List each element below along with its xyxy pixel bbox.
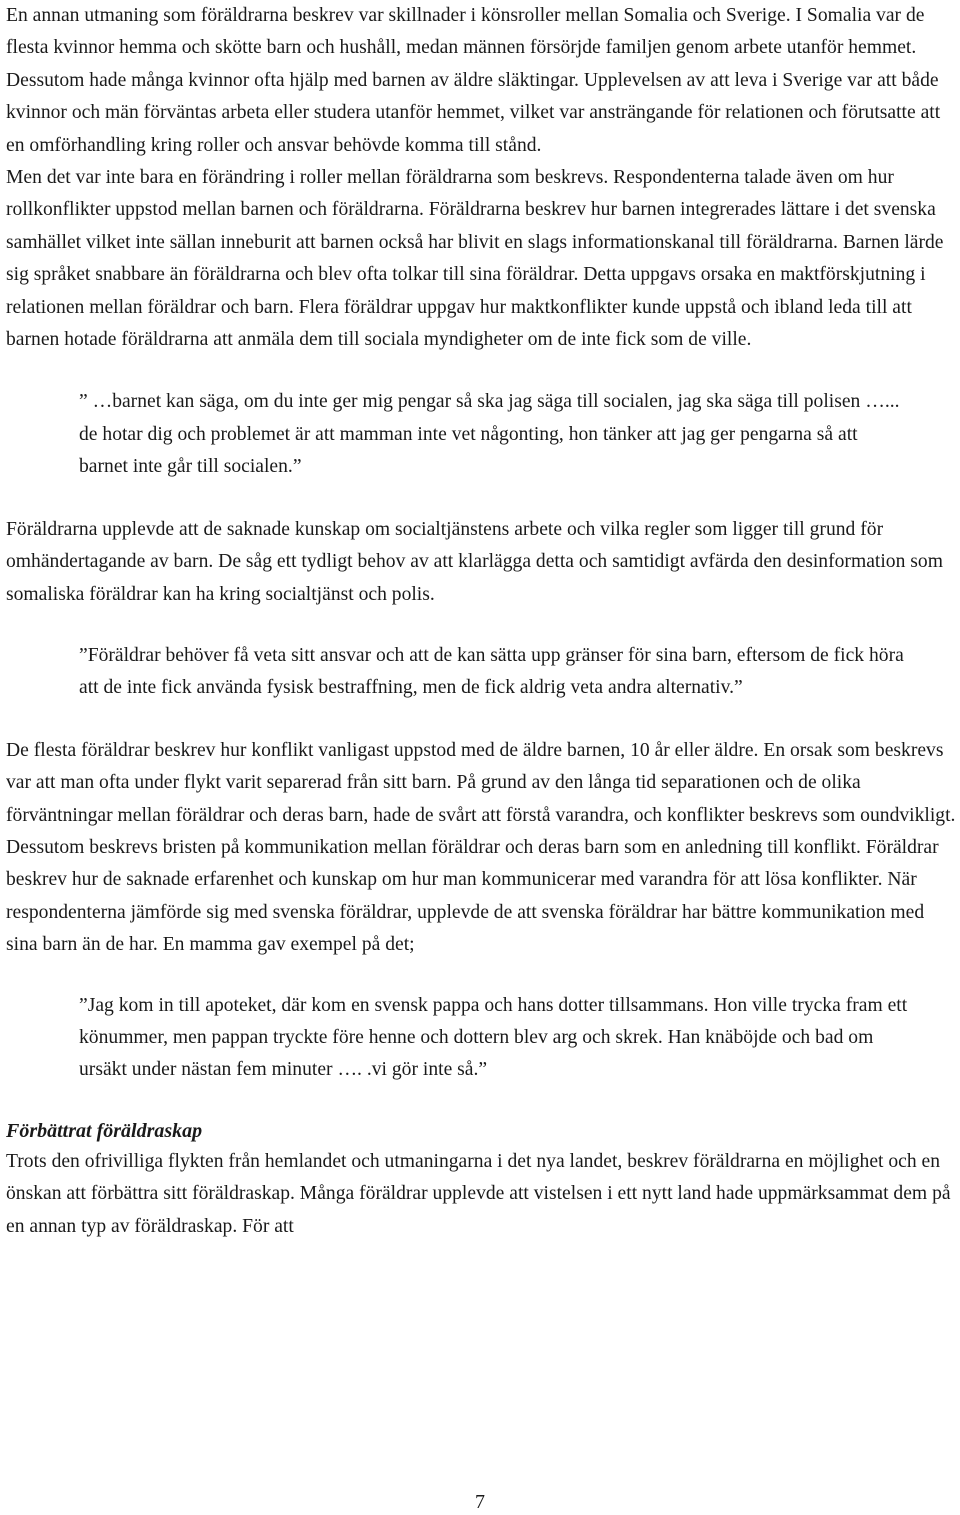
quote-child-threat: ” …barnet kan säga, om du inte ger mig pengar så ska jag säga till socialen, jag ska säga till polisen …... de hotar dig och problemet är att mamman inte vet någonting, hon tänker att jag ger pengarna så att barnet inte går till socialen.” [79, 391, 900, 478]
paragraph-improved-parenting: Trots den ofrivilliga flykten från hemlandet och utmaningarna i det nya landet, beskrev föräldrarna en möjlighet och en önskan att förbättra sitt föräldraskap. Många föräldrar upplevde att vistelsen i ett nytt land hade uppmärksammat dem på en annan typ av föräldraskap. För att [6, 1150, 951, 1237]
quote-parental-responsibility: ”Föräldrar behöver få veta sitt ansvar och att de kan sätta upp gränser för sina barn, eftersom de fick höra att de inte fick använda fysisk bestraffning, men de fick aldrig veta andra alternativ.” [79, 644, 904, 699]
section-heading: Förbättrat föräldraskap [6, 1119, 203, 1142]
paragraph-gender-roles: En annan utmaning som föräldrarna beskrev var skillnader i könsroller mellan Somalia och Sverige. I Somalia var de flesta kvinnor hemma och skötte barn och hushåll, medan männen försörjde familjen genom arbete utanför hemmet. Dessutom hade många kvinnor ofta hjälp med barnen av äldre släktingar. Upplevelsen av att leva i Sverige var att både kvinnor och män förväntas arbeta eller studera utanför hemmet, vilket var ansträngande för relationen och förutsatte att en omförhandling kring roller och ansvar behövde komma till stånd. [6, 5, 941, 156]
paragraph-role-conflicts: Men det var inte bara en förändring i roller mellan föräldrarna som beskrevs. Respondenterna talade även om hur rollkonflikter uppstod mellan barnen och föräldrarna. Föräldrarna beskrev hur barnen integrerades lättare i det svenska samhället vilket inte sällan inneburit att barnen också har blivit en slags informationskanal till föräldrarna. Barnen lärde sig språket snabbare än föräldrarna och blev ofta tolkar till sina föräldrar. Detta uppgavs orsaka en maktförskjutning i relationen mellan föräldrar och barn. Flera föräldrar uppgav hur maktkonflikter kunde uppstå och ibland leda till att barnen hotade föräldrarna att anmäla dem till sociala myndigheter om de inte fick som de ville. [6, 167, 944, 351]
page-number: 7 [475, 1491, 485, 1513]
quote-pharmacy-example: ”Jag kom in till apoteket, där kom en svensk pappa och hans dotter tillsammans. Hon ville trycka fram ett könummer, men pappan tryckte före henne och dottern blev arg och skrek. Han knäböjde och bad om ursäkt under nästan fem minuter …. .vi gör inte så.” [79, 994, 908, 1081]
document-page [6, 0, 958, 1243]
paragraph-conflict-older-children: De flesta föräldrar beskrev hur konflikt vanligast uppstod med de äldre barnen, 10 år eller äldre. En orsak som beskrevs var att man ofta under flykt varit separerad från sitt barn. På grund av den långa tid separationen och de olika förväntningar mellan föräldrar och deras barn, hade de svårt att förstå varandra, och konflikter beskrevs som oundvikligt. Dessutom beskrevs bristen på kommunikation mellan föräldrar och deras barn som en anledning till konflikt. Föräldrar beskrev hur de saknade erfarenhet och kunskap om hur man kommunicerar med varandra för att lösa konflikter. När respondenterna jämförde sig med svenska föräldrar, upplevde de att svenska föräldrar har bättre kommunikation med sina barn än de har. En mamma gav exempel på det; [6, 739, 956, 956]
paragraph-social-services-knowledge: Föräldrarna upplevde att de saknade kunskap om socialtjänstens arbete och vilka regler som ligger till grund för omhändertagande av barn. De såg ett tydligt behov av att klarlägga detta och samtidigt avfärda den desinformation som somaliska föräldrar kan ha kring socialtjänst och polis. [6, 518, 943, 605]
